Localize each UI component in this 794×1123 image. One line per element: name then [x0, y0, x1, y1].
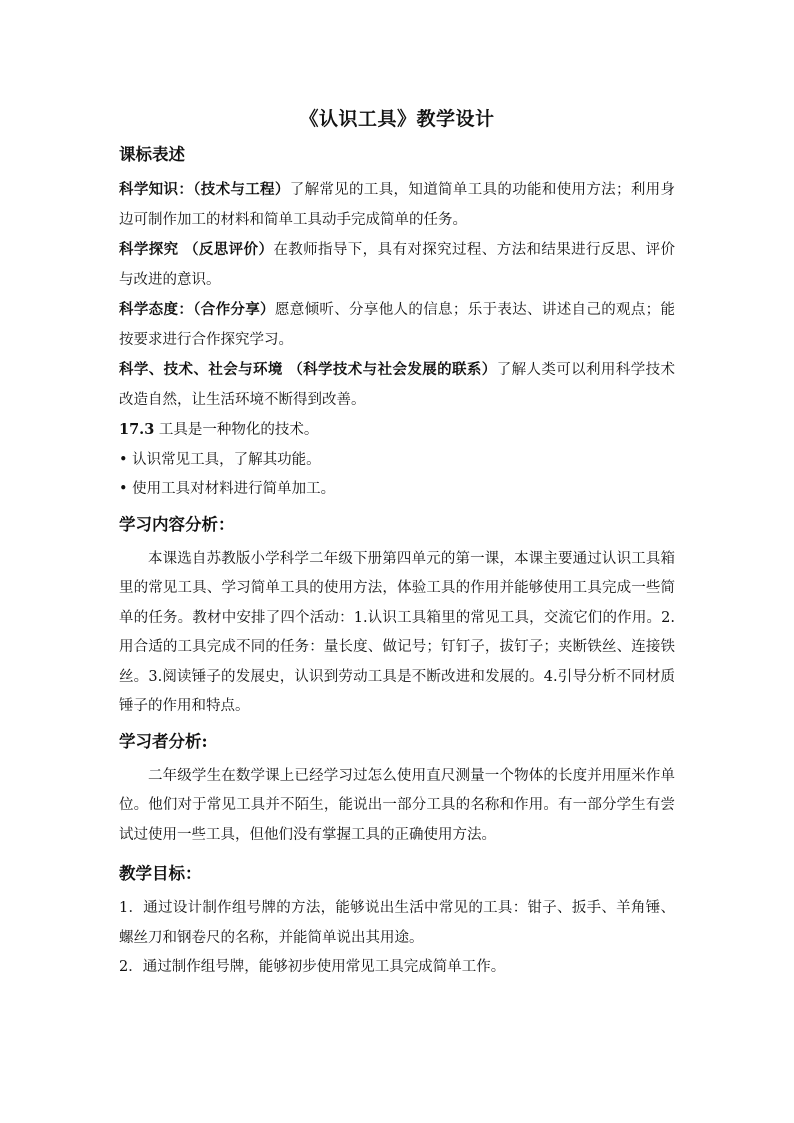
objective-item: 2．通过制作组号牌，能够初步使用常见工具完成简单工作。 [119, 959, 506, 975]
curriculum-heading: 课标表述 [119, 145, 185, 164]
content-analysis-heading: 学习内容分析： [119, 514, 235, 534]
curriculum-item-text: 在教师指导下，具有对探究过程、方法和结果进行反思、评价与改进的意识。 [119, 242, 675, 288]
curriculum-item-text: 了解人类可以利用科学技术改造自然，让生活环境不断得到改善。 [119, 362, 675, 408]
curriculum-item-label: 科学探究 （反思评价） [119, 241, 274, 258]
document-title: 《认识工具》教学设计 [299, 108, 495, 130]
curriculum-item-attitude [119, 295, 675, 355]
standard-line [119, 415, 675, 446]
curriculum-item-label: 科学知识：（技术与工程） [119, 181, 290, 198]
curriculum-item-knowledge [119, 175, 675, 235]
curriculum-item-text: 愿意倾听、分享他人的信息；乐于表达、讲述自己的观点；能按要求进行合作探究学习。 [119, 302, 676, 348]
document-page [119, 98, 675, 983]
curriculum-item-inquiry [119, 235, 675, 295]
curriculum-item-society [119, 355, 675, 415]
bullet-item: • 使用工具对材料进行简单加工。 [119, 481, 336, 497]
standard-number: 17.3 [119, 421, 155, 438]
curriculum-item-label: 科学、技术、社会与环境 （科学技术与社会发展的联系） [119, 361, 497, 378]
content-analysis-text: 本课选自苏教版小学科学二年级下册第四单元的第一课，本课主要通过认识工具箱里的常见工具、学习简单工具的使用方法，体验工具的作用并能够使用工具完成一些简单的任务。教材中安排了四个活动：1.认识工具箱里的常见工具，交流它们的作用。2.用合适的工具完成不同的任务：量长度、做记号；钉钉子，拔钉子；夹断铁丝、连接铁丝。3.阅读锤子的发展史，认识到劳动工具是不断改进和发展的。4.引导分析不同材质锤子的作用和特点。 [119, 550, 675, 714]
learner-analysis-heading: 学习者分析: [119, 731, 208, 751]
learner-analysis-text: 二年级学生在数学课上已经学习过怎么使用直尺测量一个物体的长度并用厘米作单位。他们对于常见工具并不陌生，能说出一部分工具的名称和作用。有一部分学生有尝试过使用一些工具，但他们没有掌握工具的正确使用方法。 [119, 767, 675, 843]
bullet-item: • 认识常见工具，了解其功能。 [119, 451, 321, 468]
objective-item: 1．通过设计制作组号牌的方法，能够说出生活中常见的工具：钳子、扳手、羊角锤、螺丝刀和钢卷尺的名称，并能简单说出其用途。 [119, 900, 675, 946]
curriculum-item-label: 科学态度：（合作分享） [119, 301, 275, 318]
objectives-heading: 教学目标： [119, 864, 202, 883]
standard-text: 工具是一种物化的技术。 [154, 422, 319, 438]
curriculum-item-text: 了解常见的工具，知道简单工具的功能和使用方法；利用身边可制作加工的材料和简单工具动手完成简单的任务。 [119, 182, 676, 228]
